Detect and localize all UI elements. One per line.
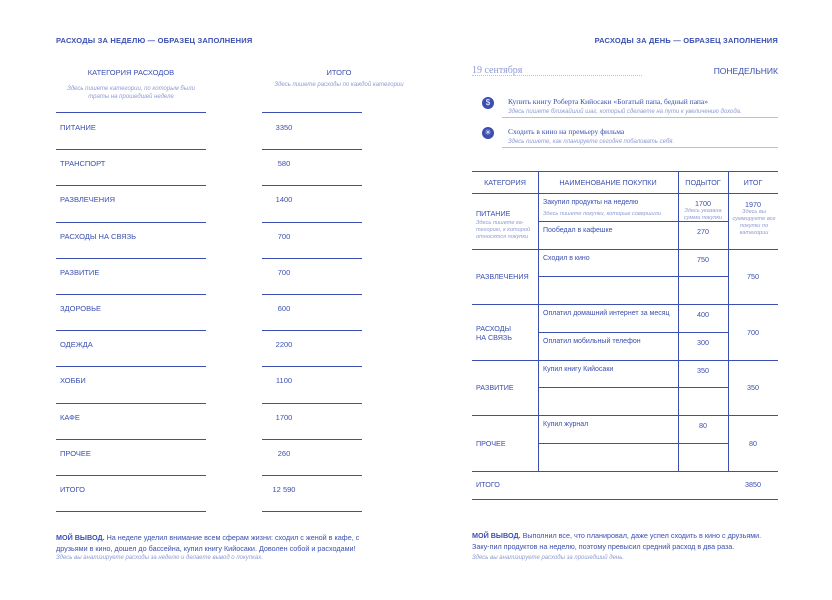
weekly-row (56, 366, 362, 402)
weekly-row-value: 260 (277, 448, 291, 458)
weekly-row-category: РАЗВЛЕЧЕНИЯ (60, 195, 116, 205)
task-income-step (472, 94, 778, 120)
column-header-total: ИТОГО (326, 68, 352, 77)
daily-conclusion-text: Выполнил все, что планировал, даже успел сходить в кино с друзьями. Заку-пил продуктов на неделю, поэтому превысил средний расход в два раза. (472, 531, 762, 551)
column-header-category: КАТЕГОРИЯ (484, 178, 526, 187)
group-total: 700 (747, 327, 759, 337)
weekly-row-value: 3350 (275, 123, 293, 132)
table-border (472, 193, 778, 194)
row-divider (56, 511, 206, 512)
item-divider (538, 332, 728, 333)
item-subtotal: 750 (697, 254, 709, 264)
column-header-category: КАТЕГОРИЯ РАСХОДОВ (87, 68, 175, 77)
group-total: 1970 (745, 200, 761, 209)
item-name: Купил журнал (543, 421, 589, 428)
date-underline (472, 75, 642, 76)
task-hint: Здесь пишете ближайший шаг, который сделаете на пути к увеличению дохода. (508, 109, 742, 115)
weekly-row (56, 149, 362, 185)
weekly-row-value: 2200 (275, 340, 293, 350)
column-header-item: НАИМЕНОВАНИЕ ПОКУПКИ (559, 178, 657, 187)
weekly-conclusion-label: МОЙ ВЫВОД. (56, 533, 105, 542)
table-border (472, 171, 778, 172)
group-category: ПИТАНИЕ (476, 209, 511, 218)
column-hint-total: Здесь пишете расходы по каждой категории (274, 82, 404, 88)
group-category-hint: Здесь пишете ка-тегорию, к которой относятся покупки (476, 220, 531, 240)
daily-page-title: РАСХОДЫ ЗА ДЕНЬ — ОБРАЗЕЦ ЗАПОЛНЕНИЯ (594, 36, 778, 45)
group-category: РАСХОДЫ НА СВЯЗЬ (476, 323, 512, 342)
weekly-row (56, 475, 362, 511)
weekly-row-value: 1700 (275, 412, 293, 422)
column-header-total: ИТОГ (743, 178, 763, 187)
group-total: 80 (749, 438, 757, 448)
item-subtotal-hint: Здесь указана сумма покупки (683, 208, 723, 221)
weekly-row-category: РАСХОДЫ НА СВЯЗЬ (60, 231, 137, 241)
group-divider (472, 415, 778, 416)
item-subtotal: 400 (697, 310, 709, 319)
weekly-row-value: 700 (277, 267, 291, 277)
group-divider (472, 304, 778, 305)
group-total: 350 (747, 383, 759, 393)
item-divider (538, 443, 728, 444)
date-field: 19 сентября (472, 65, 523, 76)
table-border (472, 499, 778, 500)
weekly-row (56, 294, 362, 330)
group-total: 750 (747, 272, 759, 282)
group-total-hint: Здесь вы суммируете все покупки по категории (732, 209, 776, 236)
item-subtotal: 1700 (695, 199, 711, 208)
item-name: Пообедал в кафешке (543, 226, 613, 234)
item-name: Купил книгу Кийосаки (543, 365, 614, 373)
daily-conclusion-hint: Здесь вы анализируете расходы за прошедший день. (472, 555, 625, 561)
item-divider (538, 276, 728, 277)
column-header-subtotal: ПОДЫТОГ (685, 178, 721, 187)
item-subtotal: 300 (697, 337, 709, 347)
weekly-row-value: 1100 (275, 376, 293, 386)
weekly-row-category: ЗДОРОВЬЕ (60, 304, 102, 313)
daily-conclusion-label: МОЙ ВЫВОД. (472, 531, 521, 540)
column-hint-category: Здесь пишете категории, по которым были траты на прошедшей неделе (67, 86, 195, 100)
weekly-row (56, 222, 362, 258)
dollar-icon: $ (482, 97, 494, 109)
item-name: Оплатил мобильный телефон (543, 337, 641, 345)
row-divider (262, 511, 362, 512)
weekly-row-value: 12 590 (272, 485, 296, 494)
weekly-row-category: ХОББИ (60, 376, 86, 386)
weekly-row (56, 185, 362, 221)
item-name-hint: Здесь пишете покупки, которые совершили (543, 211, 661, 217)
daily-conclusion (472, 530, 778, 552)
item-subtotal: 80 (699, 421, 707, 430)
task-hint: Здесь пишете, как планируете сегодня побаловать себя. (508, 139, 675, 145)
group-category: РАЗВЛЕЧЕНИЯ (476, 272, 529, 282)
item-name: Закупил продукты на неделю (543, 199, 639, 206)
weekly-row-value: 580 (277, 159, 291, 169)
weekly-conclusion-text: На неделе уделил внимание всем сферам жизни: сходил с женой в кафе, с друзьями в кино, дошел до бассейна, купил книгу Кийосаки. Доволен собой и расходами! (56, 533, 360, 553)
daily-expenses-page (472, 0, 778, 600)
weekly-row-category: ОДЕЖДА (60, 340, 93, 350)
item-subtotal: 270 (697, 226, 709, 236)
column-divider (728, 171, 729, 471)
weekly-row-category: РАЗВИТИЕ (60, 267, 100, 277)
weekly-row-value: 600 (277, 304, 291, 313)
item-divider (538, 387, 728, 388)
weekly-row-value: 1400 (275, 195, 293, 205)
item-name: Оплатил домашний интернет за месяц (543, 310, 670, 317)
item-subtotal: 350 (697, 365, 709, 375)
grand-total-value: 3850 (745, 479, 761, 489)
weekly-row (56, 113, 362, 149)
item-name: Сходил в кино (543, 254, 590, 262)
weekly-row (56, 403, 362, 439)
star-icon: ✳ (482, 127, 494, 139)
task-underline (502, 147, 778, 148)
task-text: Купить книгу Роберта Кийосаки «Богатый папа, бедный папа» (508, 97, 709, 106)
weekly-row (56, 330, 362, 366)
weekly-conclusion (56, 532, 362, 554)
task-underline (502, 117, 778, 118)
group-divider (472, 360, 778, 361)
task-text: Сходить в кино на премьеру фильма (508, 127, 625, 136)
weekly-page-title: РАСХОДЫ ЗА НЕДЕЛЮ — ОБРАЗЕЦ ЗАПОЛНЕНИЯ (56, 36, 253, 45)
group-divider (472, 471, 778, 472)
weekly-expenses-page (56, 0, 404, 600)
weekly-row-category: ИТОГО (60, 485, 85, 494)
task-treat-yourself (472, 124, 778, 150)
grand-total-label: ИТОГО (476, 479, 500, 489)
group-divider (472, 249, 778, 250)
weekly-row-value: 700 (277, 231, 291, 241)
weekday-label: ПОНЕДЕЛЬНИК (713, 66, 778, 76)
group-category: ПРОЧЕЕ (476, 438, 506, 448)
group-category: РАЗВИТИЕ (476, 383, 514, 393)
weekly-row-category: ТРАНСПОРТ (60, 159, 106, 169)
weekly-row-category: ПРОЧЕЕ (60, 448, 91, 458)
weekly-conclusion-hint: Здесь вы анализируете расходы за неделю и делаете вывод о покупках. (56, 555, 263, 561)
weekly-row-category: ПИТАНИЕ (60, 123, 96, 132)
weekly-row (56, 439, 362, 475)
column-divider (538, 171, 539, 471)
weekly-row-category: КАФЕ (60, 412, 80, 422)
weekly-row (56, 258, 362, 294)
